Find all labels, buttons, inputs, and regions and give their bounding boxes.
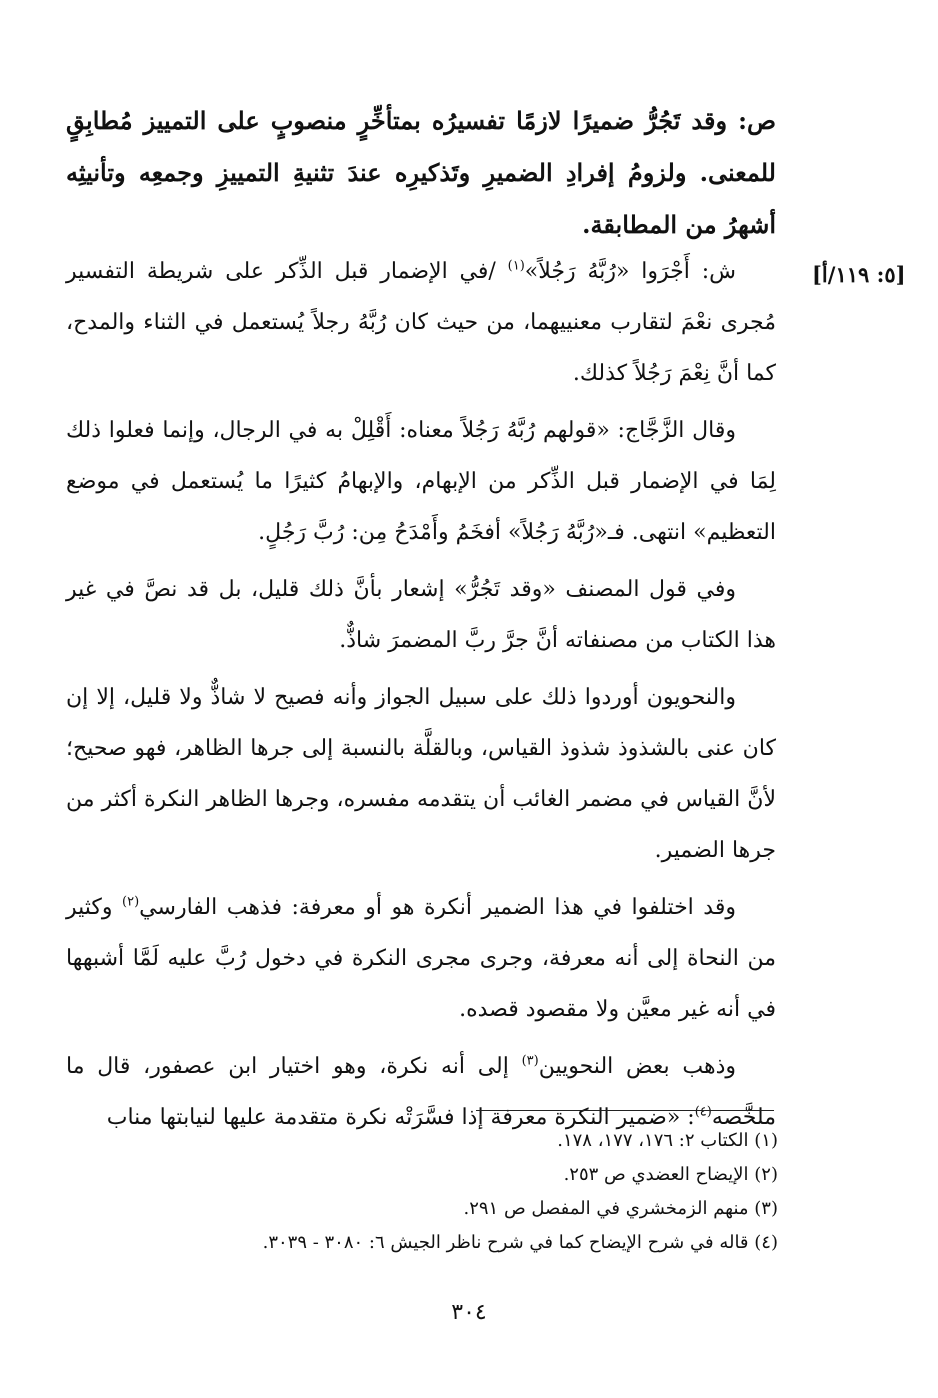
paragraph-3 xyxy=(66,564,776,666)
page-number: ٣٠٤ xyxy=(451,1300,487,1325)
footnote-marker-4: (٤) xyxy=(694,1104,712,1120)
footnote-marker-3: (٣) xyxy=(521,1053,539,1069)
footnote-3: (٣) منهم الزمخشري في المفصل ص ٢٩١. xyxy=(463,1198,778,1219)
paragraph-6-text-b: إلى أنه نكرة، وهو اختيار ابن عصفور، قال ما ملخَّصه xyxy=(66,1054,776,1130)
footnote-marker-1: (١) xyxy=(507,258,525,274)
paragraph-3-text: وفي قول المصنف «وقد تَجُرُّ» إشعار بأنَّ ذلك قليل، بل قد نصَّ في غير هذا الكتاب من مصنفاته أنَّ جرَّ ربَّ المضمرَ شاذٌّ. xyxy=(66,577,776,653)
paragraph-4-text: والنحويون أوردوا ذلك على سبيل الجواز وأنه فصيح لا شاذٌّ ولا قليل، إلا إن كان عنى بالشذوذ شذوذ القياس، وبالقلَّة بالنسبة إلى جرها الظاهر، فهو صحيح؛ لأنَّ القياس في مضمر الغائب أن يتقدمه مفسره، وجرها الظاهر النكرة أكثر من جرها الضمير. xyxy=(66,685,776,863)
footnote-separator xyxy=(476,1110,774,1111)
footnote-2: (٢) الإيضاح العضدي ص ٢٥٣. xyxy=(563,1164,778,1185)
paragraph-5-text-a: وقد اختلفوا في هذا الضمير أنكرة هو أو معرفة: فذهب الفارسي xyxy=(139,895,736,920)
commentary-body xyxy=(66,246,776,1149)
matn-text: ص: وقد تَجُرُّ ضميرًا لازمًا تفسيرُه بمتأخِّرٍ منصوبٍ على التمييز مُطابِقٍ للمعنى. ولزومُ إفرادِ الضميرِ وتَذكيرِه عندَ تثنيةِ التمييزِ وجمعِه وتأنيثِه أشهرُ من المطابقة. xyxy=(66,106,776,239)
footnote-4: (٤) قاله في شرح الإيضاح كما في شرح ناظر الجيش ٦: ٣٠٨٠ - ٣٠٣٩. xyxy=(262,1232,778,1253)
margin-manuscript-reference: [٥: ١١٩/أ] xyxy=(812,262,906,287)
paragraph-1 xyxy=(66,246,776,399)
paragraph-5 xyxy=(66,882,776,1035)
paragraph-5-text-b: وكثير من النحاة إلى أنه معرفة، وجرى مجرى النكرة في دخول رُبَّ عليه لَمَّا أشبهها في أنه غير معيَّن ولا مقصود قصده. xyxy=(66,895,776,1022)
paragraph-1-text-a: ش: أَجْرَوا «رُبَّهُ رَجُلاً» xyxy=(524,259,736,284)
footnotes xyxy=(200,1124,778,1260)
footnote-1: (١) الكتاب ٢: ١٧٦، ١٧٧، ١٧٨. xyxy=(557,1130,778,1151)
paragraph-2-text: وقال الزَّجَّاج: «قولهم رُبَّهُ رَجُلاً معناه: أَقْلِلْ به في الرجال، وإنما فعلوا ذلك لِمَا في الإضمار قبل الذِّكر من الإبهام، والإبهامُ كثيرًا ما يُستعمل في موضع التعظيم» انتهى. فـ«رُبَّهُ رَجُلاً» أفخَمُ وأَمْدَحُ مِن: رُبَّ رَجُلٍ. xyxy=(66,418,776,545)
paragraph-1-text-b: /في الإضمار قبل الذِّكر على شريطة التفسير مُجرى نعْمَ لتقارب معنييهما، من حيث كان رُبَّهُ رجلاً يُستعمل في الثناء والمدح، كما أنَّ نِعْمَ رَجُلاً كذلك. xyxy=(66,259,776,386)
paragraph-2 xyxy=(66,405,776,558)
paragraph-6-text-d: : «ضمير النكرة معرفة إذا فسَّرَتْه نكرة متقدمة عليها لنيابتها مناب xyxy=(106,1105,695,1130)
paragraph-4 xyxy=(66,672,776,876)
footnote-marker-2: (٢) xyxy=(122,894,140,910)
paragraph-6-text-a: وذهب بعض النحويين xyxy=(538,1054,736,1079)
